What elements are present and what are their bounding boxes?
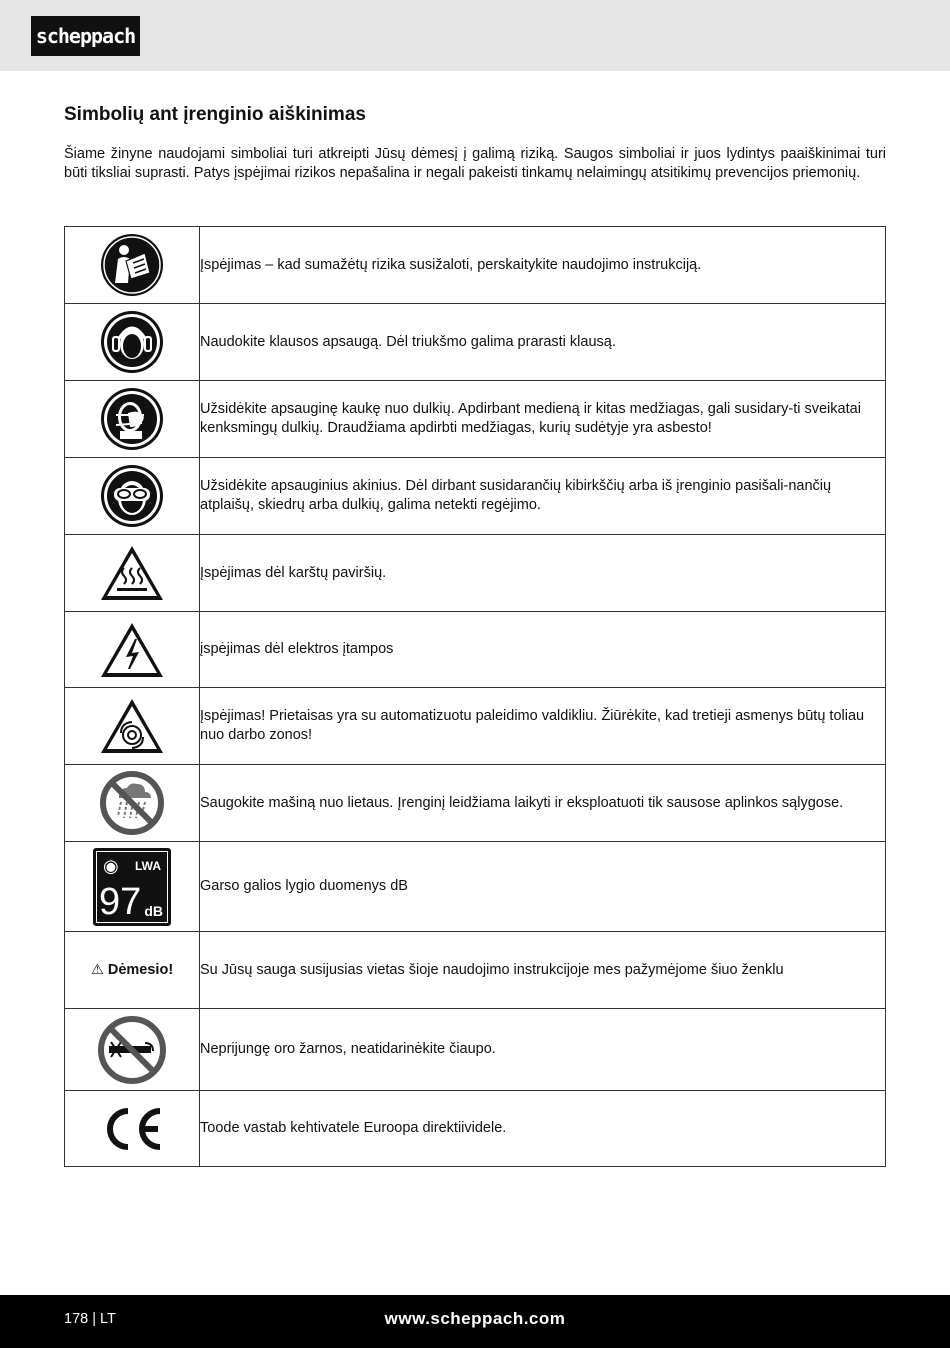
ce-mark-icon — [98, 1105, 166, 1153]
page-title: Simbolių ant įrenginio aiškinimas — [64, 104, 366, 125]
symbol-description: Saugokite mašiną nuo lietaus. Įrenginį leidžiama laikyti ir eksploatuoti tik sausose aplinkos sąlygose. — [200, 765, 886, 842]
page-header — [0, 0, 950, 71]
dust-mask-icon — [100, 387, 164, 451]
page-number: 178 | LT — [64, 1311, 116, 1327]
sound-power-icon — [93, 848, 171, 926]
electric-voltage-icon — [99, 621, 165, 679]
table-row — [65, 535, 886, 612]
speaker-icon: ◉ — [103, 855, 119, 876]
symbol-description: Neprijungę oro žarnos, neatidarinėkite čiaupo. — [200, 1009, 886, 1091]
symbol-description: Garso galios lygio duomenys dB — [200, 842, 886, 932]
safety-goggles-icon — [100, 464, 164, 528]
hot-surface-icon — [99, 544, 165, 602]
table-row — [65, 765, 886, 842]
table-row — [65, 227, 886, 304]
db-value: 97 — [99, 880, 142, 923]
read-manual-icon — [100, 233, 164, 297]
table-row — [65, 381, 886, 458]
table-row — [65, 612, 886, 688]
table-row — [65, 458, 886, 535]
no-hose-icon — [97, 1015, 167, 1085]
symbols-table — [64, 226, 886, 1167]
ear-protection-icon — [100, 310, 164, 374]
table-row — [65, 304, 886, 381]
symbol-description: Įspėjimas – kad sumažėtų rizika susižaloti, perskaitykite naudojimo instrukciją. — [200, 227, 886, 304]
scheppach-logo: scheppach — [31, 16, 140, 56]
no-rain-icon — [99, 770, 165, 836]
symbol-description: Su Jūsų sauga susijusias vietas šioje naudojimo instrukcijoje mes pažymėjome šiuo ženklu — [200, 932, 886, 1009]
symbol-description: Naudokite klausos apsaugą. Dėl triukšmo galima prarasti klausą. — [200, 304, 886, 381]
symbol-description: Toode vastab kehtivatele Euroopa direktiividele. — [200, 1091, 886, 1167]
symbol-description: Įspėjimas dėl karštų paviršių. — [200, 535, 886, 612]
website-url: www.scheppach.com — [384, 1309, 566, 1328]
symbol-description: Užsidėkite apsauginius akinius. Dėl dirbant susidarančių kibirkščių arba iš įrenginio pasišali-nančių atplaišų, skiedrų arba dulkių, galima netekti regėjimo. — [200, 458, 886, 535]
table-row — [65, 688, 886, 765]
symbol-description: įspėjimas dėl elektros įtampos — [200, 612, 886, 688]
intro-paragraph: Šiame žinyne naudojami simboliai turi atkreipti Jūsų dėmesį į galimą riziką. Saugos simboliai ir juos lydintys paaiškinimai turi būti tiksliai suprasti. Patys įspėjimai rizikos nepašalina ir negali pakeisti tinkamų nelaimingų atsitikimų prevencijos priemonių. — [64, 146, 886, 181]
attention-label: ⚠ Dėmesio! — [90, 962, 174, 978]
table-row — [65, 1009, 886, 1091]
lwa-label: LWA — [135, 858, 161, 873]
db-unit: dB — [144, 902, 163, 919]
table-row — [65, 932, 886, 1009]
table-row — [65, 1091, 886, 1167]
page-footer — [0, 1295, 950, 1348]
symbol-description: Užsidėkite apsauginę kaukę nuo dulkių. Apdirbant medieną ir kitas medžiagas, gali susidary-ti sveikatai kenksmingų dulkių. Draudžiama apdirbti medžiagas, kurių sudėtyje yra asbesto! — [200, 381, 886, 458]
table-row — [65, 842, 886, 932]
symbol-description: Įspėjimas! Prietaisas yra su automatizuotu paleidimo valdikliu. Žiūrėkite, kad tretieji asmenys būtų toliau nuo darbo zonos! — [200, 688, 886, 765]
automatic-start-icon — [99, 697, 165, 755]
